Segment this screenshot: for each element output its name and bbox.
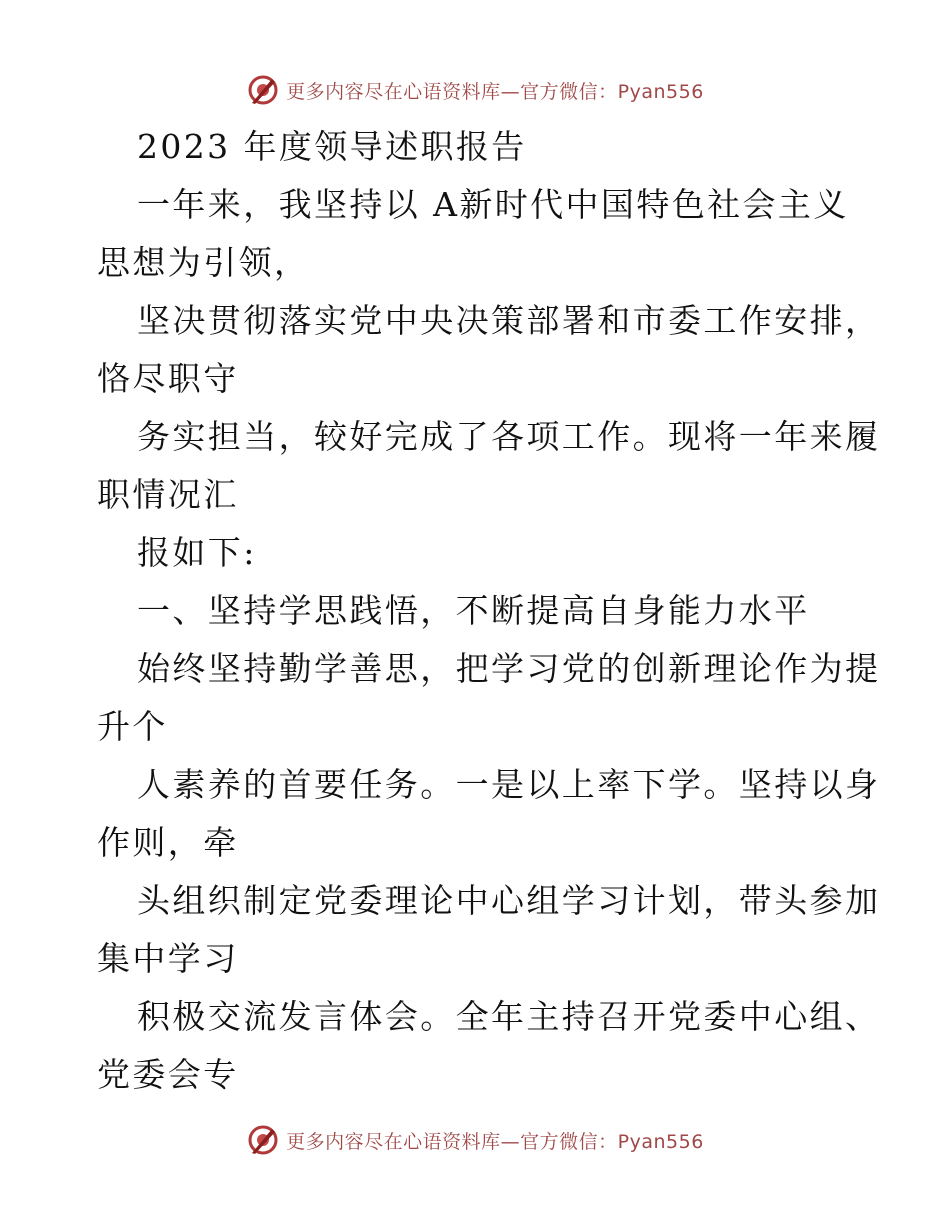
paragraph-line: 坚决贯彻落实党中央决策部署和市委工作安排， <box>137 301 881 340</box>
paragraph-line: 升个 <box>97 707 168 746</box>
paragraph-line: 人素养的首要任务。一是以上率下学。坚持以身 <box>137 765 881 804</box>
paragraph-line: 头组织制定党委理论中心组学习计划，带头参加 <box>137 881 881 920</box>
paragraph-line: 始终坚持勤学善思，把学习党的创新理论作为提 <box>137 649 881 688</box>
section-heading: 一、坚持学思践悟，不断提高自身能力水平 <box>137 591 810 630</box>
quill-logo-icon <box>246 73 280 107</box>
watermark-text: 更多内容尽在心语资料库—官方微信：Pyan556 <box>286 80 704 103</box>
paragraph-line: 积极交流发言体会。全年主持召开党委中心组、 <box>137 997 881 1036</box>
paragraph-line: 报如下: <box>137 533 257 572</box>
quill-logo-icon <box>246 1123 280 1157</box>
header-watermark <box>0 70 950 110</box>
paragraph-line: 职情况汇 <box>97 475 239 514</box>
paragraph-line: 党委会专 <box>97 1055 239 1094</box>
document-title: 2023 年度领导述职报告 <box>137 127 527 166</box>
paragraph-line: 务实担当，较好完成了各项工作。现将一年来履 <box>137 417 881 456</box>
paragraph-line: 集中学习 <box>97 939 239 978</box>
footer-watermark <box>0 1120 950 1160</box>
paragraph-line: 思想为引领， <box>97 243 310 282</box>
watermark-text: 更多内容尽在心语资料库—官方微信：Pyan556 <box>286 1130 704 1153</box>
paragraph-line: 一年来，我坚持以 A新时代中国特色社会主义 <box>137 185 849 224</box>
paragraph-line: 恪尽职守 <box>97 359 239 398</box>
document-body <box>97 118 881 1104</box>
paragraph-line: 作则，牵 <box>97 823 239 862</box>
